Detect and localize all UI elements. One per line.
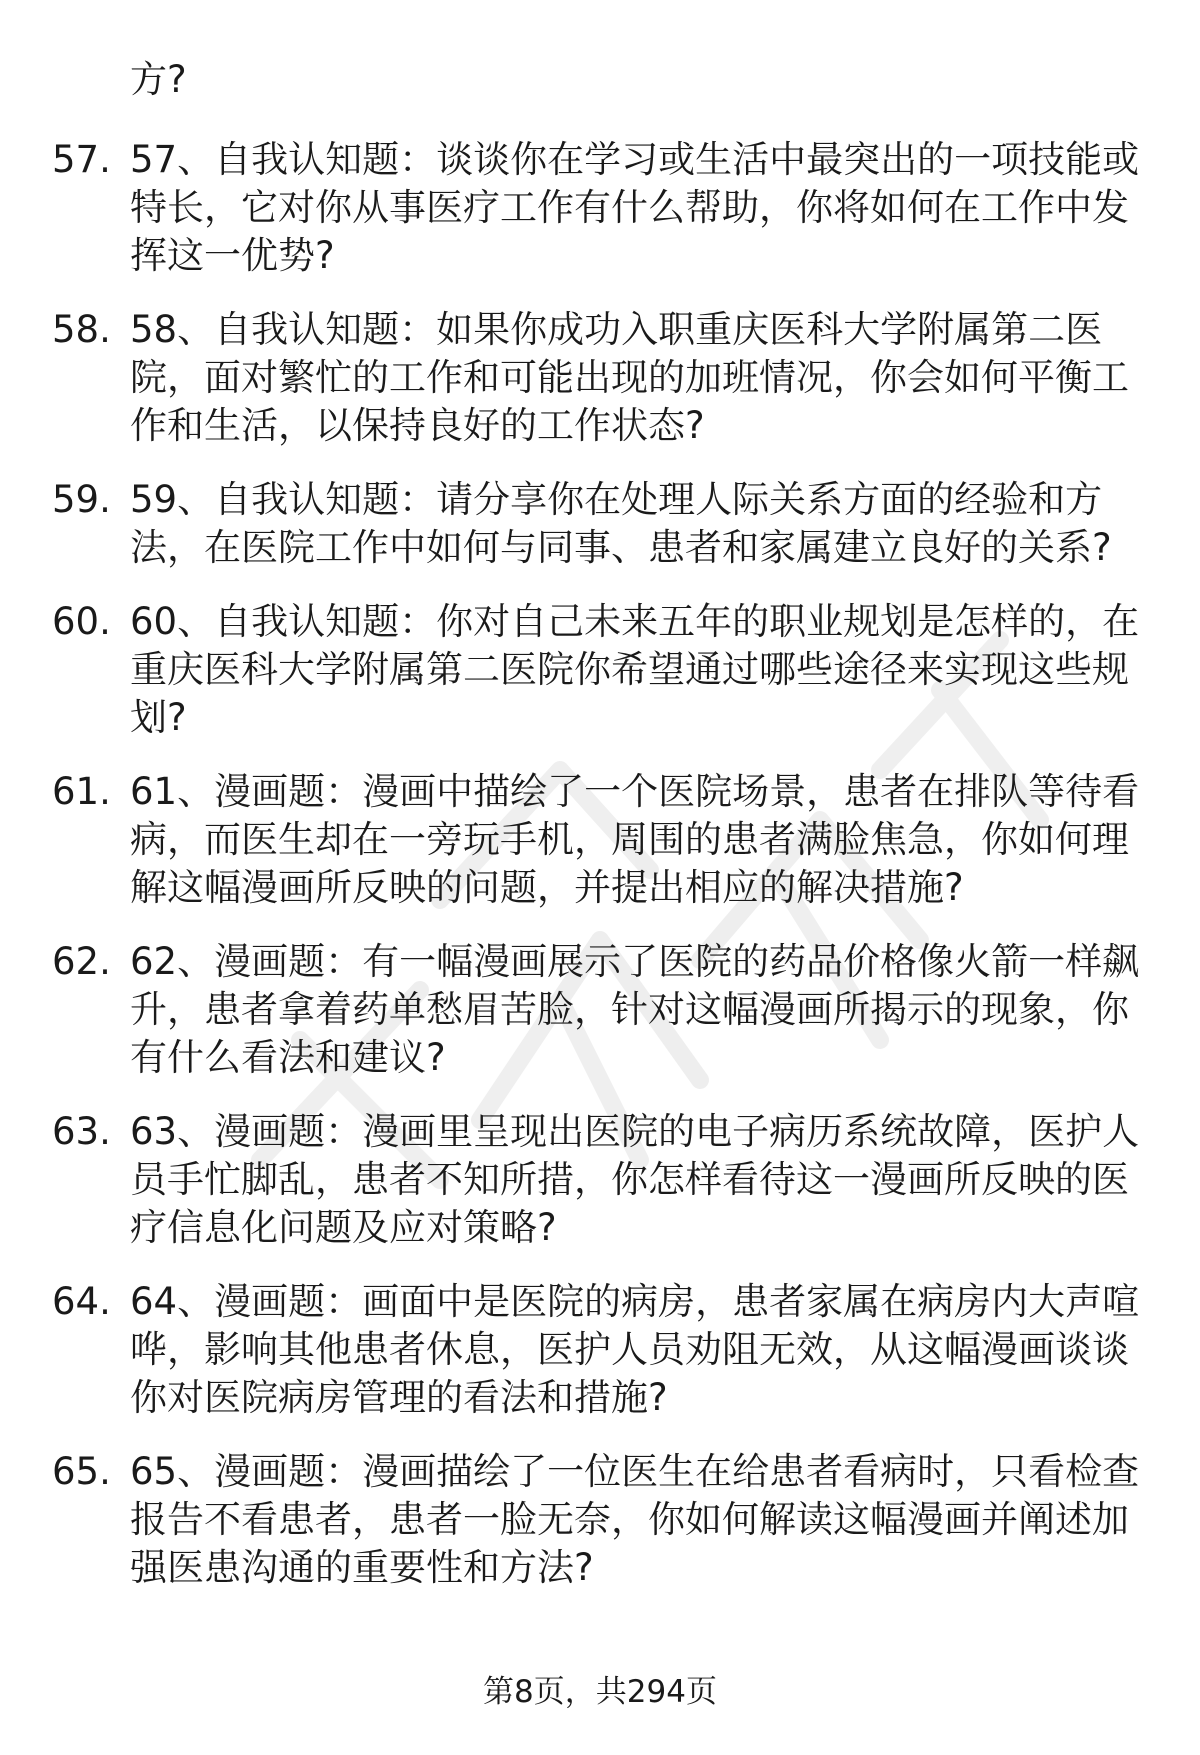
item-text: 64、漫画题：画面中是医院的病房，患者家属在病房内大声喧哗，影响其他患者休息，医护人员劝阻无效，从这幅漫画谈谈你对医院病房管理的看法和措施?	[130, 1280, 1140, 1419]
item-number: 60.	[52, 600, 111, 643]
list-item	[52, 938, 1157, 1082]
item-text: 65、漫画题：漫画描绘了一位医生在给患者看病时，只看检查报告不看患者，患者一脸无奈，你如何解读这幅漫画并阐述加强医患沟通的重要性和方法?	[130, 1450, 1140, 1589]
item-number: 59.	[52, 478, 111, 521]
item-number: 62.	[52, 940, 111, 983]
list-item	[52, 476, 1157, 572]
list-item	[52, 1448, 1157, 1592]
item-number: 57.	[52, 138, 111, 181]
item-number: 64.	[52, 1280, 111, 1323]
item-text: 58、自我认知题：如果你成功入职重庆医科大学附属第二医院，面对繁忙的工作和可能出现的加班情况，你会如何平衡工作和生活，以保持良好的工作状态?	[130, 308, 1129, 447]
item-text: 61、漫画题：漫画中描绘了一个医院场景，患者在排队等待看病，而医生却在一旁玩手机，周围的患者满脸焦急，你如何理解这幅漫画所反映的问题，并提出相应的解决措施?	[130, 770, 1140, 909]
item-text: 62、漫画题：有一幅漫画展示了医院的药品价格像火箭一样飙升，患者拿着药单愁眉苦脸，针对这幅漫画所揭示的现象，你有什么看法和建议?	[130, 940, 1140, 1079]
list-item	[52, 136, 1157, 280]
item-text: 59、自我认知题：请分享你在处理人际关系方面的经验和方法，在医院工作中如何与同事、患者和家属建立良好的关系?	[130, 478, 1112, 569]
item-text: 60、自我认知题：你对自己未来五年的职业规划是怎样的，在重庆医科大学附属第二医院你希望通过哪些途径来实现这些规划?	[130, 600, 1140, 739]
item-number: 61.	[52, 770, 111, 813]
page-footer: 第8页，共294页	[483, 1674, 717, 1710]
list-item	[52, 306, 1157, 450]
item-number: 65.	[52, 1450, 111, 1493]
list-item	[52, 768, 1157, 912]
list-item	[52, 598, 1157, 742]
item-number: 63.	[52, 1110, 111, 1153]
item-text: 57、自我认知题：谈谈你在学习或生活中最突出的一项技能或特长，它对你从事医疗工作有什么帮助，你将如何在工作中发挥这一优势?	[130, 138, 1140, 277]
continued-text: 方?	[130, 58, 187, 101]
item-number: 58.	[52, 308, 111, 351]
item-text: 63、漫画题：漫画里呈现出医院的电子病历系统故障，医护人员手忙脚乱，患者不知所措，你怎样看待这一漫画所反映的医疗信息化问题及应对策略?	[130, 1110, 1140, 1249]
list-item	[52, 1108, 1157, 1252]
question-list	[52, 136, 1157, 1618]
list-item	[52, 1278, 1157, 1422]
